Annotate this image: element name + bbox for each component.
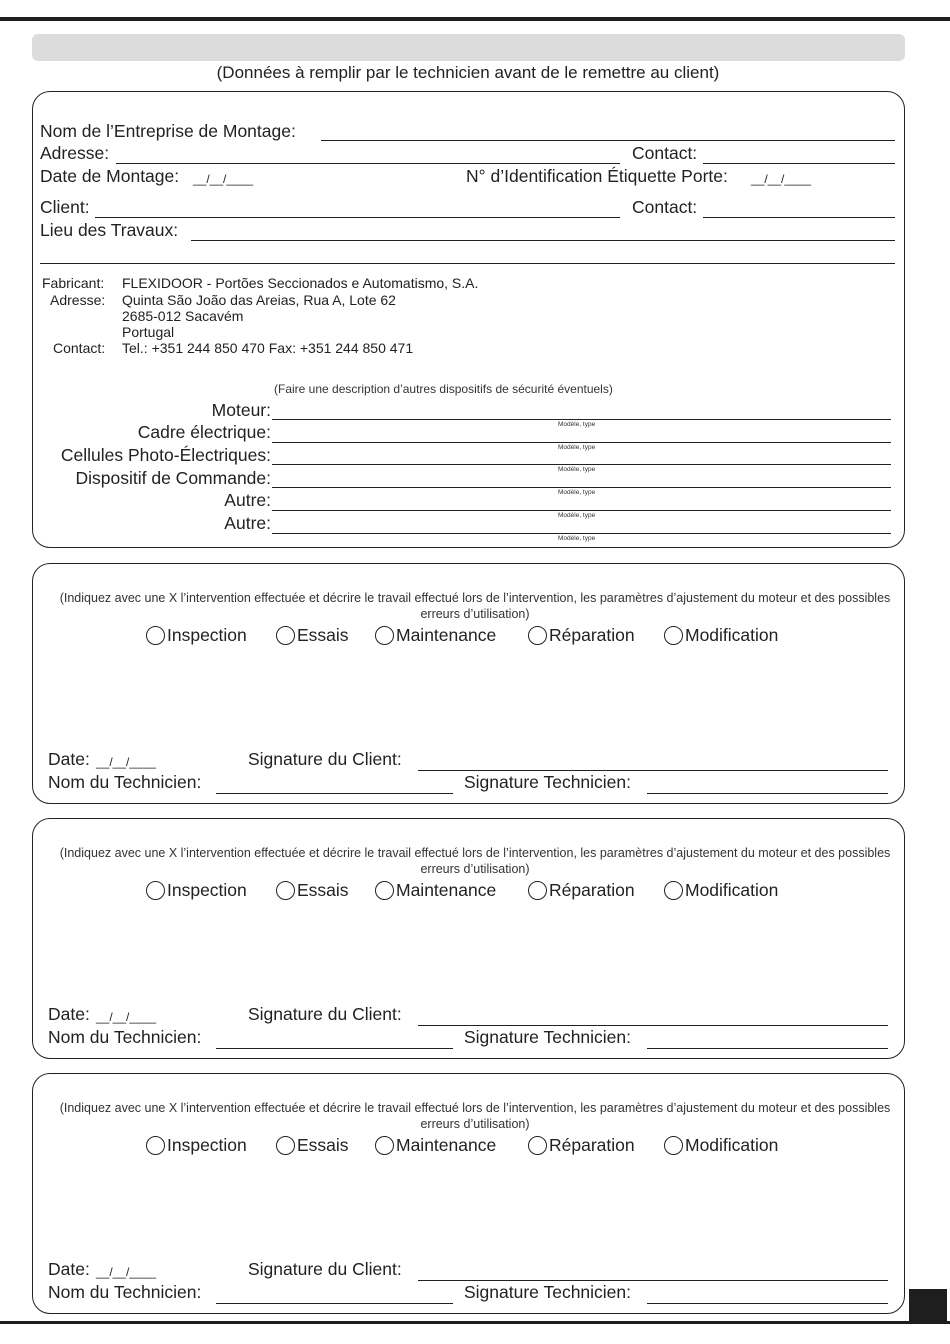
- manufacturer-label: Fabricant:: [42, 275, 105, 291]
- manufacturer-postcode: 2685-012 Sacavém: [122, 308, 244, 324]
- checkbox-circle-icon[interactable]: [528, 1136, 547, 1155]
- device-field-photocells[interactable]: [272, 464, 891, 465]
- client-signature-label-2: Signature du Client:: [248, 1004, 402, 1024]
- device-label-motor: Moteur:: [211, 400, 271, 420]
- intervention-instruction-1: (Indiquez avec une X l’intervention effectuée et décrire le travail effectué lors de l’intervention, les paramètres d’ajustement du moteur et des possibles erreurs d’utilisation): [59, 591, 891, 621]
- date-label-3: Date:: [48, 1259, 90, 1279]
- technician-signature-field-3[interactable]: [647, 1303, 888, 1304]
- checkbox-circle-icon[interactable]: [146, 1136, 165, 1155]
- client-signature-label-3: Signature du Client:: [248, 1259, 402, 1279]
- device-field-motor[interactable]: [272, 419, 891, 420]
- form-subtitle: (Données à remplir par le technicien avant de le remettre au client): [216, 63, 720, 82]
- technician-signature-field-1[interactable]: [647, 793, 888, 794]
- option-modification-1[interactable]: [664, 625, 778, 646]
- checkbox-circle-icon[interactable]: [276, 626, 295, 645]
- company-label: Nom de l’Entreprise de Montage:: [40, 121, 296, 141]
- device-label-panel: Cadre électrique:: [137, 422, 271, 442]
- device-hint-control: Modèle, type: [558, 489, 596, 496]
- site-field-extra[interactable]: [40, 263, 895, 264]
- device-hint-panel: Modèle, type: [558, 444, 596, 451]
- checkbox-circle-icon[interactable]: [146, 626, 165, 645]
- contact-label: Contact:: [632, 143, 698, 163]
- option-label: Réparation: [549, 1135, 635, 1155]
- option-inspection-1[interactable]: [146, 625, 247, 646]
- option-label: Maintenance: [396, 1135, 497, 1155]
- address-label: Adresse:: [40, 143, 110, 163]
- option-repair-3[interactable]: [528, 1135, 635, 1156]
- client-label: Client:: [40, 197, 90, 217]
- technician-name-label-2: Nom du Technicien:: [48, 1027, 202, 1047]
- client-contact-field[interactable]: [703, 217, 895, 218]
- technician-signature-field-2[interactable]: [647, 1048, 888, 1049]
- device-field-other-1[interactable]: [272, 510, 891, 511]
- checkbox-circle-icon[interactable]: [528, 626, 547, 645]
- option-label: Inspection: [167, 625, 247, 645]
- contact-field[interactable]: [703, 163, 895, 164]
- option-label: Essais: [297, 625, 349, 645]
- technician-signature-label-1: Signature Technicien:: [464, 772, 632, 792]
- company-field[interactable]: [321, 140, 895, 141]
- option-label: Maintenance: [396, 880, 497, 900]
- technician-signature-label-2: Signature Technicien:: [464, 1027, 632, 1047]
- device-field-control[interactable]: [272, 487, 891, 488]
- manufacturer-name: FLEXIDOOR - Portões Seccionados e Automatismo, S.A.: [122, 275, 479, 291]
- client-signature-field-2[interactable]: [418, 1025, 888, 1026]
- manufacturer-address: Quinta São João das Areias, Rua A, Lote 62: [122, 292, 396, 308]
- device-hint-other-2: Modèle, type: [558, 535, 596, 542]
- technician-signature-label-3: Signature Technicien:: [464, 1282, 632, 1302]
- device-field-other-2[interactable]: [272, 533, 891, 534]
- option-maintenance-1[interactable]: [375, 625, 496, 646]
- date-field-3[interactable]: __/__/____: [96, 1265, 157, 1279]
- client-signature-field-3[interactable]: [418, 1280, 888, 1281]
- device-label-other-2: Autre:: [224, 513, 271, 533]
- checkbox-circle-icon[interactable]: [528, 881, 547, 900]
- option-label: Modification: [685, 625, 779, 645]
- technician-name-field-1[interactable]: [216, 793, 453, 794]
- technician-name-field-3[interactable]: [216, 1303, 453, 1304]
- checkbox-circle-icon[interactable]: [146, 881, 165, 900]
- site-label: Lieu des Travaux:: [40, 220, 179, 240]
- device-hint-other-1: Modèle, type: [558, 512, 596, 519]
- device-label-photocells: Cellules Photo-Électriques:: [60, 445, 271, 465]
- manufacturer-country: Portugal: [122, 324, 175, 340]
- option-label: Modification: [685, 1135, 779, 1155]
- client-contact-label: Contact:: [632, 197, 698, 217]
- option-inspection-2[interactable]: [146, 880, 247, 901]
- title-band: [32, 34, 905, 61]
- option-label: Réparation: [549, 625, 635, 645]
- top-rule: [0, 17, 950, 21]
- technician-name-label-3: Nom du Technicien:: [48, 1282, 202, 1302]
- option-repair-1[interactable]: [528, 625, 635, 646]
- option-tests-2[interactable]: [276, 880, 349, 901]
- option-label: Inspection: [167, 1135, 247, 1155]
- option-modification-2[interactable]: [664, 880, 778, 901]
- option-label: Réparation: [549, 880, 635, 900]
- option-label: Modification: [685, 880, 779, 900]
- device-hint-motor: Modèle, type: [558, 421, 596, 428]
- page-tab-marker: [909, 1289, 947, 1322]
- door-id-label: N° d’Identification Étiquette Porte:: [466, 166, 728, 186]
- option-label: Inspection: [167, 880, 247, 900]
- manufacturer-address-label: Adresse:: [50, 292, 106, 308]
- date-label-1: Date:: [48, 749, 90, 769]
- checkbox-circle-icon[interactable]: [664, 881, 683, 900]
- device-label-control: Dispositif de Commande:: [75, 468, 271, 488]
- checkbox-circle-icon[interactable]: [375, 626, 394, 645]
- option-inspection-3[interactable]: [146, 1135, 247, 1156]
- option-label: Essais: [297, 880, 349, 900]
- client-field[interactable]: [95, 217, 620, 218]
- mount-date-label: Date de Montage:: [40, 166, 180, 186]
- technician-name-field-2[interactable]: [216, 1048, 453, 1049]
- devices-note: (Faire une description d’autres dispositifs de sécurité éventuels): [274, 382, 613, 396]
- mount-date-field[interactable]: __/__/____: [193, 172, 254, 186]
- address-field[interactable]: [116, 163, 620, 164]
- device-label-other-1: Autre:: [224, 490, 271, 510]
- intervention-instruction-2: (Indiquez avec une X l’intervention effectuée et décrire le travail effectué lors de l’intervention, les paramètres d’ajustement du moteur et des possibles erreurs d’utilisation): [59, 846, 891, 876]
- technician-name-label-1: Nom du Technicien:: [48, 772, 202, 792]
- checkbox-circle-icon[interactable]: [276, 1136, 295, 1155]
- device-hint-photocells: Modèle, type: [558, 466, 596, 473]
- site-field[interactable]: [191, 240, 895, 241]
- checkbox-circle-icon[interactable]: [664, 1136, 683, 1155]
- checkbox-circle-icon[interactable]: [375, 1136, 394, 1155]
- option-tests-1[interactable]: [276, 625, 349, 646]
- option-tests-3[interactable]: [276, 1135, 349, 1156]
- bottom-rule: [0, 1321, 950, 1324]
- option-modification-3[interactable]: [664, 1135, 778, 1156]
- device-field-panel[interactable]: [272, 442, 891, 443]
- date-field-1[interactable]: __/__/____: [96, 755, 157, 769]
- intervention-instruction-3: (Indiquez avec une X l’intervention effectuée et décrire le travail effectué lors de l’intervention, les paramètres d’ajustement du moteur et des possibles erreurs d’utilisation): [59, 1101, 891, 1131]
- date-label-2: Date:: [48, 1004, 90, 1024]
- client-signature-label-1: Signature du Client:: [248, 749, 402, 769]
- door-id-field[interactable]: __/__/____: [751, 172, 812, 186]
- option-label: Maintenance: [396, 625, 497, 645]
- option-repair-2[interactable]: [528, 880, 635, 901]
- checkbox-circle-icon[interactable]: [276, 881, 295, 900]
- option-label: Essais: [297, 1135, 349, 1155]
- checkbox-circle-icon[interactable]: [664, 626, 683, 645]
- checkbox-circle-icon[interactable]: [375, 881, 394, 900]
- client-signature-field-1[interactable]: [418, 770, 888, 771]
- date-field-2[interactable]: __/__/____: [96, 1010, 157, 1024]
- option-maintenance-3[interactable]: [375, 1135, 496, 1156]
- manufacturer-contact-label: Contact:: [53, 340, 106, 356]
- option-maintenance-2[interactable]: [375, 880, 496, 901]
- manufacturer-contact: Tel.: +351 244 850 470 Fax: +351 244 850 471: [122, 340, 414, 356]
